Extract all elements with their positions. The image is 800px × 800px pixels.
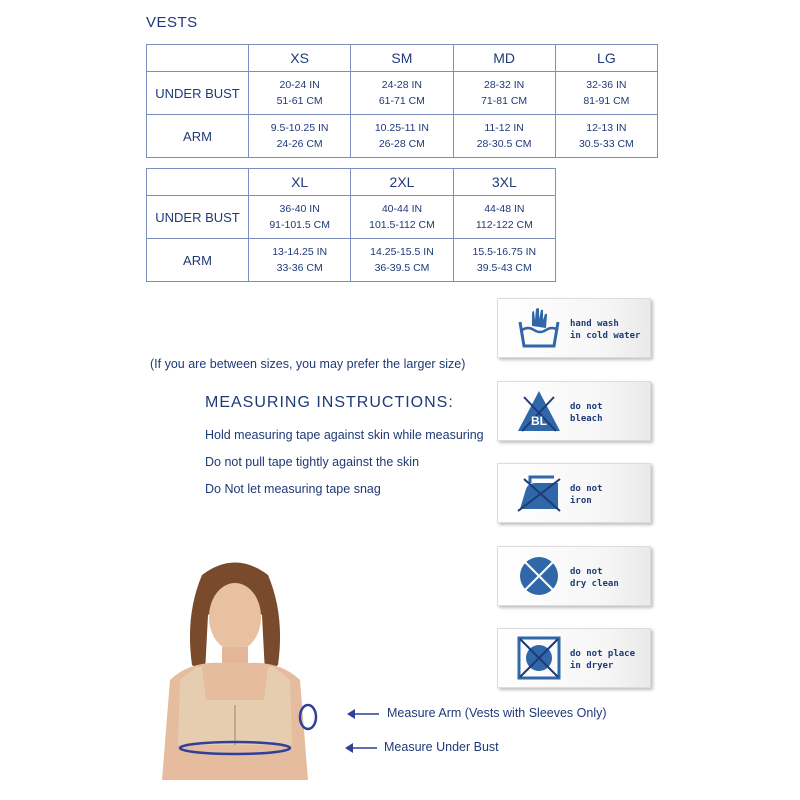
table-corner — [147, 45, 249, 72]
table-row — [147, 115, 658, 158]
table-cell: 11-12 IN 28-30.5 CM — [453, 115, 555, 158]
row-label-under-bust: UNDER BUST — [147, 72, 249, 115]
table-cell: 9.5-10.25 IN 24-26 CM — [249, 115, 351, 158]
do-not-dry-clean-icon — [516, 554, 562, 598]
page-title: VESTS — [146, 14, 198, 31]
model-photo — [150, 555, 320, 780]
row-label-arm: ARM — [147, 239, 249, 282]
care-line: bleach — [570, 414, 603, 424]
table-cell: 36-40 IN 91-101.5 CM — [249, 196, 351, 239]
table-row — [147, 196, 556, 239]
instructions-heading: MEASURING INSTRUCTIONS: — [205, 394, 454, 411]
care-line: do not — [570, 402, 603, 412]
care-label-no-dryer — [497, 628, 651, 688]
size-header-lg: LG — [555, 45, 657, 72]
bleach-glyph: BL — [531, 414, 547, 428]
row-label-under-bust: UNDER BUST — [147, 196, 249, 239]
care-line: do not — [570, 484, 603, 494]
size-header-xl: XL — [249, 169, 351, 196]
care-line: iron — [570, 496, 592, 506]
table-cell: 10.25-11 IN 26-28 CM — [351, 115, 453, 158]
table-cell: 32-36 IN 81-91 CM — [555, 72, 657, 115]
care-label-no-dry-clean — [497, 546, 651, 606]
care-line: in dryer — [570, 661, 614, 671]
care-line: hand wash — [570, 319, 619, 329]
measure-under-bust-label: Measure Under Bust — [384, 740, 499, 754]
size-header-xs: XS — [249, 45, 351, 72]
table-cell: 15.5-16.75 IN 39.5-43 CM — [453, 239, 555, 282]
table-cell: 40-44 IN 101.5-112 CM — [351, 196, 453, 239]
size-header-sm: SM — [351, 45, 453, 72]
table-row — [147, 239, 556, 282]
size-table-xl-3xl — [146, 168, 556, 282]
hand-wash-icon — [516, 306, 562, 350]
size-header-md: MD — [453, 45, 555, 72]
arrow-left-icon — [345, 706, 381, 722]
do-not-iron-icon — [516, 471, 562, 515]
measure-arm-label: Measure Arm (Vests with Sleeves Only) — [387, 706, 607, 720]
care-label-no-bleach — [497, 381, 651, 441]
sizing-note: (If you are between sizes, you may prefer the larger size) — [150, 357, 466, 371]
do-not-tumble-dry-icon — [516, 636, 562, 680]
care-line: do not — [570, 567, 603, 577]
table-cell: 24-28 IN 61-71 CM — [351, 72, 453, 115]
table-cell: 14.25-15.5 IN 36-39.5 CM — [351, 239, 453, 282]
care-line: dry clean — [570, 579, 619, 589]
row-label-arm: ARM — [147, 115, 249, 158]
instruction-item: Do Not let measuring tape snag — [205, 482, 381, 496]
instruction-item: Hold measuring tape against skin while measuring — [205, 428, 484, 442]
table-cell: 44-48 IN 112-122 CM — [453, 196, 555, 239]
size-table-xs-lg — [146, 44, 658, 158]
table-cell: 28-32 IN 71-81 CM — [453, 72, 555, 115]
table-cell: 20-24 IN 51-61 CM — [249, 72, 351, 115]
arrow-left-icon — [343, 740, 379, 756]
care-line: in cold water — [570, 331, 641, 341]
care-line: do not place — [570, 649, 636, 659]
table-row — [147, 72, 658, 115]
table-cell: 12-13 IN 30.5-33 CM — [555, 115, 657, 158]
care-label-no-iron — [497, 463, 651, 523]
table-cell: 13-14.25 IN 33-36 CM — [249, 239, 351, 282]
do-not-bleach-icon — [516, 389, 562, 433]
care-label-hand-wash — [497, 298, 651, 358]
size-header-3xl: 3XL — [453, 169, 555, 196]
size-header-2xl: 2XL — [351, 169, 453, 196]
table-corner — [147, 169, 249, 196]
instruction-item: Do not pull tape tightly against the skin — [205, 455, 420, 469]
